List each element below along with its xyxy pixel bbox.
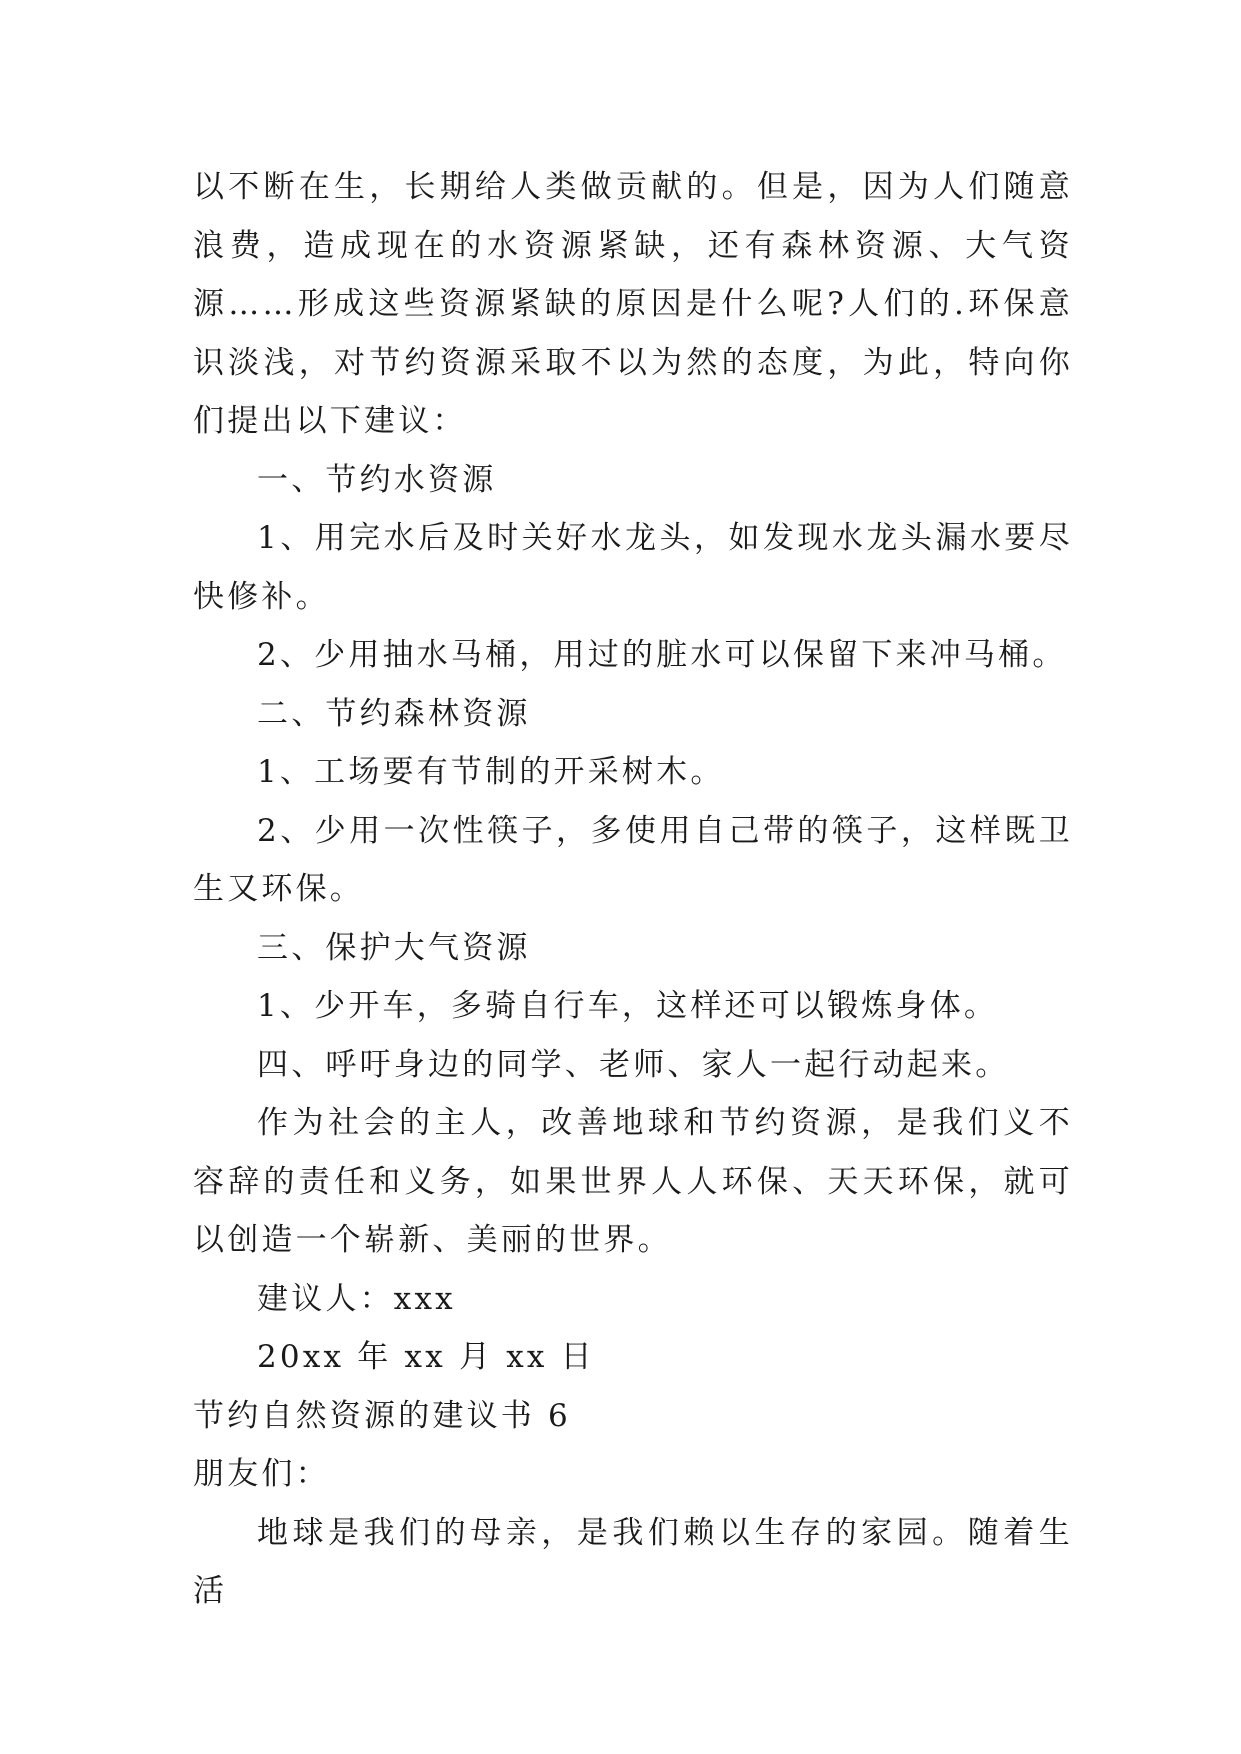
- paragraph-conclusion: 作为社会的主人，改善地球和节约资源，是我们义不容辞的责任和义务，如果世界人人环保、天天环保，就可以创造一个崭新、美丽的世界。: [193, 1105, 1073, 1258]
- document-title-6: 节约自然资源的建议书 6: [193, 1397, 571, 1434]
- section-heading-forest: 二、节约森林资源: [257, 695, 531, 732]
- list-item-air-1: 1、少开车，多骑自行车，这样还可以锻炼身体。: [257, 988, 999, 1024]
- list-item-forest-1: 1、工场要有节制的开采树木。: [257, 754, 725, 790]
- greeting-line: 朋友们：: [193, 1456, 330, 1492]
- date-line: 20xx 年 xx 月 xx 日: [257, 1339, 595, 1375]
- section-heading-water: 一、节约水资源: [257, 461, 497, 498]
- paragraph-opening: 地球是我们的母亲，是我们赖以生存的家园。随着生活: [193, 1514, 1073, 1609]
- list-item-forest-2: 2、少用一次性筷子，多使用自己带的筷子，这样既卫生又环保。: [193, 812, 1073, 907]
- section-heading-air: 三、保护大气资源: [257, 929, 531, 966]
- section-heading-call-to-action: 四、呼吁身边的同学、老师、家人一起行动起来。: [257, 1046, 1010, 1083]
- document-body: [193, 158, 1073, 1621]
- paragraph-continued-text: 以不断在生，长期给人类做贡献的。但是，因为人们随意浪费，造成现在的水资源紧缺，还有森林资源、大气资源……形成这些资源紧缺的原因是什么呢?人们的.环保意识淡浅，对节约资源采取不以为然的态度，为此，特向你们提出以下建议：: [193, 169, 1073, 439]
- signature-line: 建议人：xxx: [257, 1280, 456, 1317]
- list-item-water-1: 1、用完水后及时关好水龙头，如发现水龙头漏水要尽快修补。: [193, 520, 1073, 615]
- list-item-water-2: 2、少用抽水马桶，用过的脏水可以保留下来冲马桶。: [257, 637, 1067, 673]
